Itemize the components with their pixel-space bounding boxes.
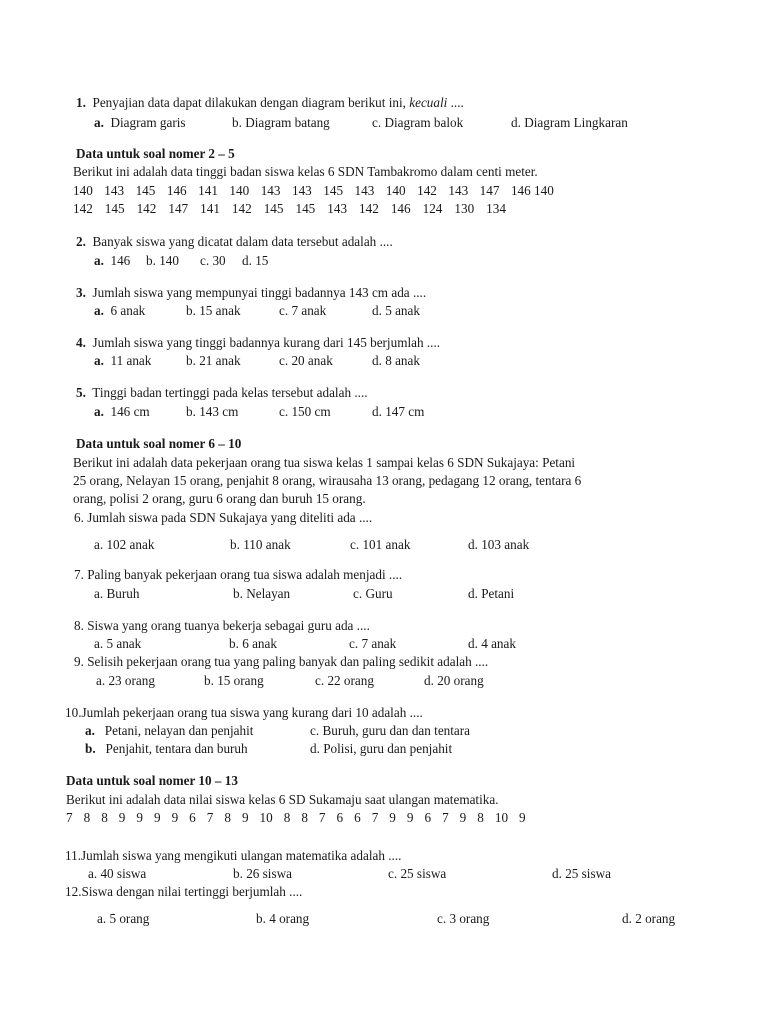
data-value: 140 <box>229 183 250 198</box>
data-value: 140 <box>385 183 406 198</box>
data-value: 9 <box>171 810 179 825</box>
option-a: a. 23 orang <box>96 673 155 688</box>
data-value: 6 <box>354 810 361 825</box>
option-c: c. 7 anak <box>279 303 327 318</box>
option-b: b. 15 anak <box>186 303 241 318</box>
data-value: 143 <box>291 183 312 198</box>
option-letter: a. <box>94 253 104 268</box>
option-d: d. 20 orang <box>424 673 484 688</box>
option-b: b. 26 siswa <box>233 866 292 881</box>
option-a <box>94 303 145 319</box>
option-c: c. Buruh, guru dan dan tentara <box>310 723 471 738</box>
question-number: 4. <box>76 335 86 350</box>
data-value: 9 <box>241 810 249 825</box>
question-11: 11.Jumlah siswa yang mengikuti ulangan matematika adalah .... <box>65 848 402 863</box>
question-3 <box>76 285 426 301</box>
data-value: 7 <box>318 810 326 825</box>
data-value: 7 <box>66 810 73 825</box>
data-value: 10 <box>494 810 509 825</box>
question-text: Tinggi badan tertinggi pada kelas tersebut adalah .... <box>92 385 368 400</box>
data-value: 9 <box>519 810 526 825</box>
option-text: Diagram garis <box>110 115 186 130</box>
data-value: 8 <box>224 810 231 825</box>
option-d: d. 5 anak <box>372 303 420 318</box>
data-value: 145 <box>263 201 284 216</box>
option-text: 146 <box>110 253 131 268</box>
option-a <box>85 723 253 739</box>
option-c: c. 30 <box>200 253 226 268</box>
option-a <box>94 404 150 420</box>
data-value: 9 <box>389 810 396 825</box>
data-value: 134 <box>486 201 506 216</box>
option-d: d. 103 anak <box>468 537 530 552</box>
data-value: 130 <box>454 201 475 216</box>
data-value: 7 <box>206 810 214 825</box>
data-value: 8 <box>477 810 484 825</box>
option-c: c. 25 siswa <box>388 866 447 881</box>
data-value: 8 <box>83 810 91 825</box>
option-c: c. 3 orang <box>437 911 490 926</box>
option-c: c. 7 anak <box>349 636 397 651</box>
data-value: 9 <box>153 810 161 825</box>
data-value: 146 <box>166 183 187 198</box>
question-4 <box>76 335 440 351</box>
question-8: 8. Siswa yang orang tuanya bekerja sebagai guru ada .... <box>74 618 370 633</box>
option-letter: a. <box>94 303 104 318</box>
data-value: 142 <box>417 183 437 198</box>
option-d: d. Diagram Lingkaran <box>511 115 628 130</box>
data-row <box>73 183 554 199</box>
data-value: 143 <box>327 201 348 216</box>
data-value: 145 <box>104 201 125 216</box>
data-value: 147 <box>168 201 189 216</box>
question-9: 9. Selisih pekerjaan orang tua yang paling banyak dan paling sedikit adalah .... <box>74 654 489 669</box>
question-text: Jumlah siswa yang tinggi badannya kurang dari 145 berjumlah .... <box>92 335 441 350</box>
data-value: 143 <box>104 183 125 198</box>
option-b: b. Diagram batang <box>232 115 330 130</box>
data-value: 145 <box>135 183 156 198</box>
option-text: 6 anak <box>110 303 146 318</box>
question-2 <box>76 234 393 250</box>
question-number: 3. <box>76 285 86 300</box>
data-value: 7 <box>442 810 449 825</box>
option-c: c. 101 anak <box>350 537 411 552</box>
data-row <box>73 201 506 217</box>
question-number: 2. <box>76 234 86 249</box>
option-c: c. 20 anak <box>279 353 333 368</box>
option-a: a. 102 anak <box>94 537 155 552</box>
question-10: 10.Jumlah pekerjaan orang tua siswa yang kurang dari 10 adalah .... <box>65 705 423 720</box>
data-value: 143 <box>448 183 469 198</box>
option-letter: a. <box>94 404 104 419</box>
option-d: d. 147 cm <box>372 404 425 419</box>
section-title: Data untuk soal nomer 2 – 5 <box>76 146 235 161</box>
question-tail: .... <box>450 95 464 110</box>
data-value: 10 <box>259 810 273 825</box>
option-b: b. 6 anak <box>229 636 277 651</box>
option-letter: a. <box>94 115 104 130</box>
option-a: a. 40 siswa <box>88 866 147 881</box>
question-5 <box>76 385 368 401</box>
option-c: c. 150 cm <box>279 404 331 419</box>
option-b <box>85 741 248 757</box>
section-title: Data untuk soal nomer 6 – 10 <box>76 436 242 451</box>
section-paragraph-line: orang, polisi 2 orang, guru 6 orang dan buruh 15 orang. <box>73 491 366 506</box>
option-text: Penjahit, tentara dan buruh <box>105 741 248 756</box>
option-b: b. 21 anak <box>186 353 241 368</box>
data-value: 145 <box>295 201 316 216</box>
data-value: 6 <box>336 810 344 825</box>
section-paragraph-line: 25 orang, Nelayan 15 orang, penjahit 8 orang, wirausaha 13 orang, pedagang 12 orang, tentara 6 <box>73 473 582 488</box>
section-intro: Berikut ini adalah data tinggi badan siswa kelas 6 SDN Tambakromo dalam centi meter. <box>73 164 538 179</box>
option-letter: b. <box>85 741 96 756</box>
data-value: 146 <box>390 201 411 216</box>
data-value: 124 <box>422 201 443 216</box>
option-text: Petani, nelayan dan penjahit <box>104 723 254 738</box>
data-value: 142 <box>73 201 93 216</box>
section-paragraph-line: Berikut ini adalah data pekerjaan orang tua siswa kelas 1 sampai kelas 6 SDN Sukajaya: Petani <box>73 455 576 470</box>
question-6: 6. Jumlah siswa pada SDN Sukajaya yang diteliti ada .... <box>74 510 373 525</box>
option-letter: a. <box>94 353 104 368</box>
option-a <box>94 253 130 269</box>
question-1 <box>76 95 464 111</box>
option-b: b. 15 orang <box>204 673 264 688</box>
data-value: 143 <box>260 183 281 198</box>
option-a: a. 5 orang <box>97 911 150 926</box>
option-c: c. Diagram balok <box>372 115 464 130</box>
option-b: b. 110 anak <box>230 537 291 552</box>
data-value: 9 <box>118 810 126 825</box>
option-a <box>94 115 186 131</box>
option-d: d. 2 orang <box>622 911 676 926</box>
data-value: 9 <box>136 810 143 825</box>
option-d: d. 15 <box>242 253 269 268</box>
option-d: d. Petani <box>468 586 515 601</box>
option-d: d. 8 anak <box>372 353 420 368</box>
data-value: 141 <box>200 201 220 216</box>
question-number: 1. <box>76 95 86 110</box>
question-text: Banyak siswa yang dicatat dalam data tersebut adalah .... <box>92 234 393 249</box>
question-12: 12.Siswa dengan nilai tertinggi berjumlah .... <box>65 884 303 899</box>
data-value: 143 <box>354 183 375 198</box>
data-value: 142 <box>136 201 157 216</box>
question-7: 7. Paling banyak pekerjaan orang tua siswa adalah menjadi .... <box>74 567 403 582</box>
option-b: b. 140 <box>146 253 179 268</box>
data-value: 6 <box>189 810 196 825</box>
option-b: b. 4 orang <box>256 911 310 926</box>
data-value: 147 <box>479 183 500 198</box>
option-a: a. 5 anak <box>94 636 142 651</box>
data-value: 140 <box>73 183 93 198</box>
option-text: 11 anak <box>110 353 152 368</box>
option-b: b. Nelayan <box>233 586 291 601</box>
option-c: c. Guru <box>353 586 393 601</box>
data-value: 8 <box>101 810 108 825</box>
data-value: 142 <box>359 201 379 216</box>
option-c: c. 22 orang <box>315 673 374 688</box>
data-value: 145 <box>323 183 344 198</box>
option-d: d. 25 siswa <box>552 866 611 881</box>
data-value: 146 140 <box>510 183 554 198</box>
question-text: Penyajian data dapat dilakukan dengan diagram berikut ini, <box>92 95 406 110</box>
data-value: 141 <box>198 183 218 198</box>
option-b: b. 143 cm <box>186 404 239 419</box>
data-value: 7 <box>371 810 379 825</box>
data-row <box>66 810 526 826</box>
question-number: 5. <box>76 385 86 400</box>
data-value: 8 <box>283 810 291 825</box>
data-value: 8 <box>301 810 308 825</box>
question-text: Jumlah siswa yang mempunyai tinggi badannya 143 cm ada .... <box>92 285 427 300</box>
option-d: d. 4 anak <box>468 636 516 651</box>
data-value: 6 <box>424 810 432 825</box>
option-letter: a. <box>85 723 95 738</box>
option-d: d. Polisi, guru dan penjahit <box>310 741 453 756</box>
option-a <box>94 353 151 369</box>
question-emphasis: kecuali <box>409 95 448 110</box>
data-value: 9 <box>406 810 414 825</box>
section-intro: Berikut ini adalah data nilai siswa kelas 6 SD Sukamaju saat ulangan matematika. <box>66 792 499 807</box>
data-value: 142 <box>231 201 252 216</box>
data-value: 9 <box>459 810 467 825</box>
section-title: Data untuk soal nomer 10 – 13 <box>66 773 238 788</box>
option-a: a. Buruh <box>94 586 140 601</box>
option-text: 146 cm <box>110 404 150 419</box>
